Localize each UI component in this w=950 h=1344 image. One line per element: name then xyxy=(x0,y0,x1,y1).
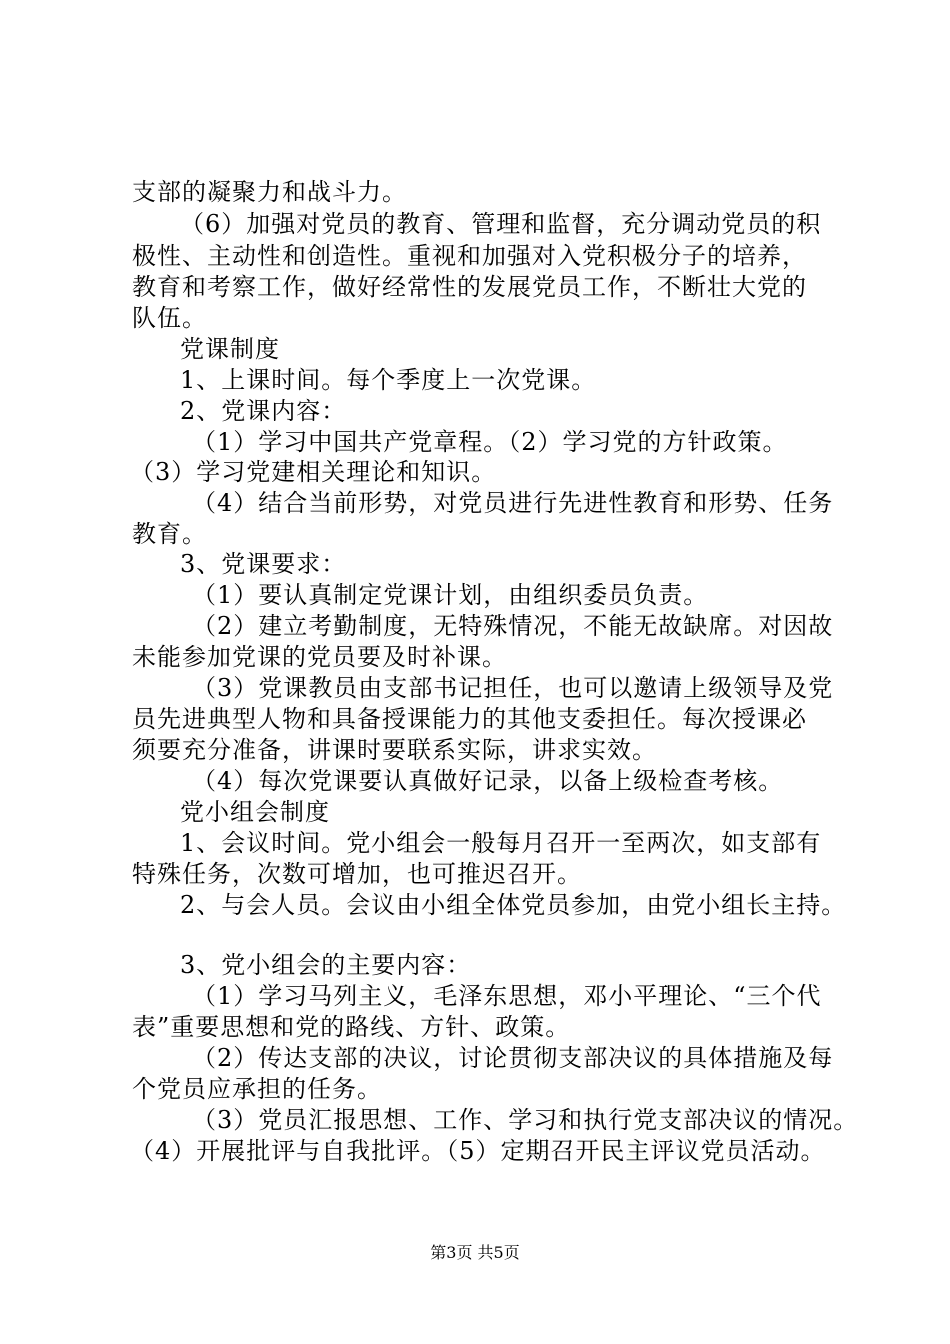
text-line: 1、上课时间。每个季度上一次党课。 xyxy=(180,366,597,394)
text-line: 须要充分准备，讲课时要联系实际，讲求实效。 xyxy=(132,736,657,764)
text-line: 表”重要思想和党的路线、方针、政策。 xyxy=(132,1013,571,1041)
text-line: 1、会议时间。党小组会一般每月召开一至两次，如支部有 xyxy=(180,829,822,857)
text-line: 未能参加党课的党员要及时补课。 xyxy=(132,643,507,671)
text-line: （2）建立考勤制度，无特殊情况，不能无故缺席。对因故 xyxy=(192,612,834,640)
text-line: 极性、主动性和创造性。重视和加强对入党积极分子的培养， xyxy=(132,242,807,270)
text-line: （3）党课教员由支部书记担任，也可以邀请上级领导及党 xyxy=(192,674,834,702)
text-line: 队伍。 xyxy=(132,304,207,332)
text-line: （2）传达支部的决议，讨论贯彻支部决议的具体措施及每 xyxy=(192,1044,834,1072)
text-line: 2、党课内容： xyxy=(180,397,347,425)
text-line: （1）要认真制定党课计划，由组织委员负责。 xyxy=(192,581,709,609)
text-line: （1）学习马列主义，毛泽东思想，邓小平理论、“三个代 xyxy=(192,982,822,1010)
text-line: 3、党课要求： xyxy=(180,550,347,578)
text-line: （4）开展批评与自我批评。（5）定期召开民主评议党员活动。 xyxy=(130,1137,826,1165)
text-line: （4）每次党课要认真做好记录，以备上级检查考核。 xyxy=(192,767,784,795)
text-line: （3）党员汇报思想、工作、学习和执行党支部决议的情况。 xyxy=(192,1106,859,1134)
section-heading: 党课制度 xyxy=(180,335,280,363)
text-line: 特殊任务，次数可增加，也可推迟召开。 xyxy=(132,860,582,888)
text-line: （3）学习党建相关理论和知识。 xyxy=(130,458,497,486)
text-line: 员先进典型人物和具备授课能力的其他支委担任。每次授课必 xyxy=(132,705,807,733)
text-line: 3、党小组会的主要内容： xyxy=(180,951,472,979)
text-line: 教育。 xyxy=(132,520,207,548)
text-line: 个党员应承担的任务。 xyxy=(132,1075,382,1103)
section-heading: 党小组会制度 xyxy=(180,798,330,826)
text-line: 支部的凝聚力和战斗力。 xyxy=(132,178,407,206)
text-line: 2、与会人员。会议由小组全体党员参加，由党小组长主持。 xyxy=(180,891,847,919)
text-line: （6）加强对党员的教育、管理和监督，充分调动党员的积 xyxy=(180,210,822,238)
text-line: 教育和考察工作，做好经常性的发展党员工作，不断壮大党的 xyxy=(132,273,807,301)
page-number-footer: 第3页 共5页 xyxy=(430,1243,520,1262)
text-line: （4）结合当前形势，对党员进行先进性教育和形势、任务 xyxy=(192,489,834,517)
text-line: （1）学习中国共产党章程。（2）学习党的方针政策。 xyxy=(192,428,788,456)
